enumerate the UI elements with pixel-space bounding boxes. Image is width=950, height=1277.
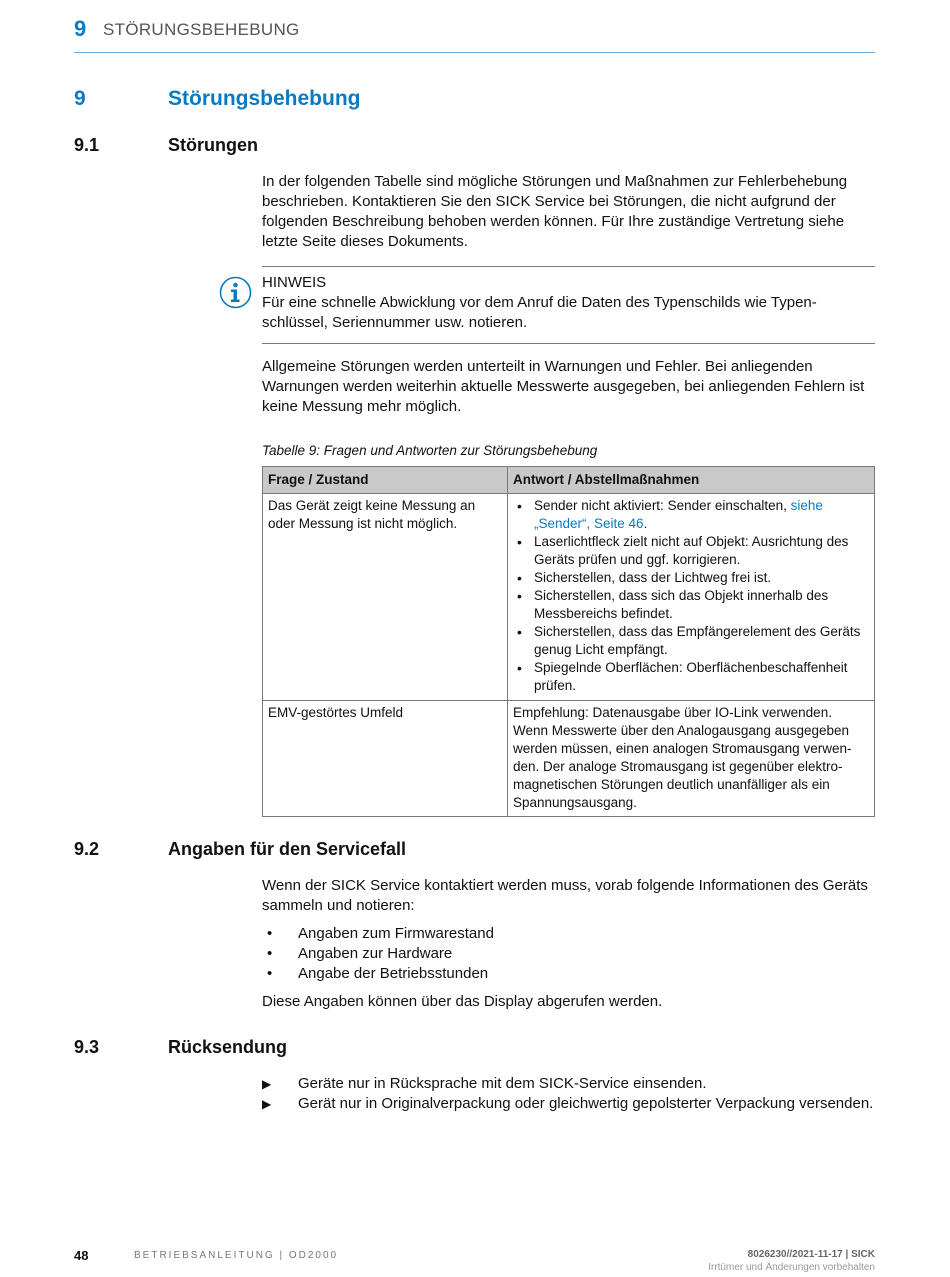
list-item: ▶ Geräte nur in Rücksprache mit dem SICK-Service einsenden. (262, 1075, 707, 1092)
list-item: • Angaben zum Firmwarestand (267, 925, 494, 942)
service-outro: Diese Angaben können über das Display abgerufen werden. (262, 993, 663, 1010)
header-chapter-title: STÖRUNGSBEHEBUNG (103, 20, 300, 39)
intro-paragraph: In der folgenden Tabelle sind mögliche Störungen und Maßnahmen zur Fehlerbehebung beschrieben. Kontaktieren Sie den SICK Service bei Störungen, die nicht aufgrund der folgenden Beschreibung behoben werden können. Für Ihre zuständige Vertretung siehe letzte Seite dieses Dokuments. (262, 173, 848, 250)
table-row (263, 701, 875, 817)
chapter-number: 9 (74, 87, 86, 110)
column-header: Frage / Zustand (263, 467, 508, 494)
note-title: HINWEIS (262, 274, 327, 291)
arrow-icon: ▶ (262, 1077, 272, 1091)
service-intro: Wenn der SICK Service kontaktiert werden muss, vorab folgende Informationen des Geräts sammeln und notieren: (262, 877, 868, 914)
footer-doc-title: BETRIEBSANLEITUNG | OD2000 (134, 1250, 339, 1261)
answer-item: • Sicherstellen, dass sich das Objekt innerhalb des Messbereichs befindet. (513, 587, 869, 623)
answer-item: • Spiegelnde Oberflächen: Oberflächenbeschaffenheit prüfen. (513, 659, 869, 695)
arrow-icon: ▶ (262, 1097, 272, 1111)
note-text: Für eine schnelle Abwicklung vor dem Anruf die Daten des Typenschilds wie Typenschlüssel, Seriennummer usw. notieren. (262, 294, 817, 331)
list-item: • Angaben zur Hardware (267, 945, 453, 962)
table-row (263, 494, 875, 701)
footer-reference: 8026230//2021-11-17 | SICK (747, 1249, 875, 1260)
troubleshooting-table (262, 466, 875, 817)
note-bottom-rule (262, 343, 875, 344)
table-caption: Tabelle 9: Fragen und Antworten zur Störungsbehebung (262, 443, 598, 458)
answer-cell (508, 494, 875, 701)
note-top-rule (262, 266, 875, 267)
chapter-title: Störungsbehebung (168, 87, 361, 110)
table-header-row (263, 467, 875, 494)
list-item: ▶ Gerät nur in Originalverpackung oder gleichwertig gepolsterter Verpackung versenden. (262, 1095, 874, 1112)
answer-cell: Empfehlung: Datenausgabe über IO-Link verwenden. Wenn Messwerte über den Analogausgang ausgegeben werden müssen, einen analogen Stromausgang verwenden. Der analoge Stromausgang ist gegenüber elektromagnetischen Störungen deutlich unanfälliger als ein Spannungsausgang. (508, 701, 875, 817)
answer-item: • Sender nicht aktiviert: Sender einschalten, siehe „Sender“, Seite 46. (513, 497, 869, 533)
section-9-2-number: 9.2 (74, 839, 100, 859)
list-item: • Angabe der Betriebsstunden (267, 965, 489, 982)
section-9-3-title: Rücksendung (168, 1037, 288, 1057)
column-header: Antwort / Abstellmaßnahmen (508, 467, 875, 494)
section-9-1-number: 9.1 (74, 135, 100, 155)
question-cell: EMV-gestörtes Umfeld (263, 701, 508, 817)
header-divider (74, 52, 875, 53)
footer-disclaimer: Irrtümer und Änderungen vorbehalten (708, 1262, 875, 1273)
info-icon (219, 276, 252, 314)
section-9-3-number: 9.3 (74, 1037, 100, 1057)
section-9-1-title: Störungen (168, 135, 258, 155)
answer-item: • Sicherstellen, dass das Empfängerelement des Geräts genug Licht empfängt. (513, 623, 869, 659)
general-paragraph: Allgemeine Störungen werden unterteilt in Warnungen und Fehler. Bei anliegenden Warnungen werden weiterhin aktuelle Messwerte ausgegeben, bei anliegenden Fehlern ist keine Messung mehr möglich. (262, 358, 865, 415)
answer-item: • Laserlichtfleck zielt nicht auf Objekt: Ausrichtung des Geräts prüfen und ggf. korrigieren. (513, 533, 869, 569)
section-9-2-title: Angaben für den Servicefall (168, 839, 407, 859)
header-chapter-number: 9 (74, 16, 87, 41)
answer-item: • Sicherstellen, dass der Lichtweg frei ist. (513, 569, 869, 587)
service-info-list (262, 924, 875, 984)
return-list (262, 1074, 875, 1114)
question-cell: Das Gerät zeigt keine Messung an oder Messung ist nicht möglich. (263, 494, 508, 701)
page-number: 48 (74, 1248, 89, 1263)
sender-link[interactable]: siehe „Sender“, Seite 46 (534, 498, 823, 531)
